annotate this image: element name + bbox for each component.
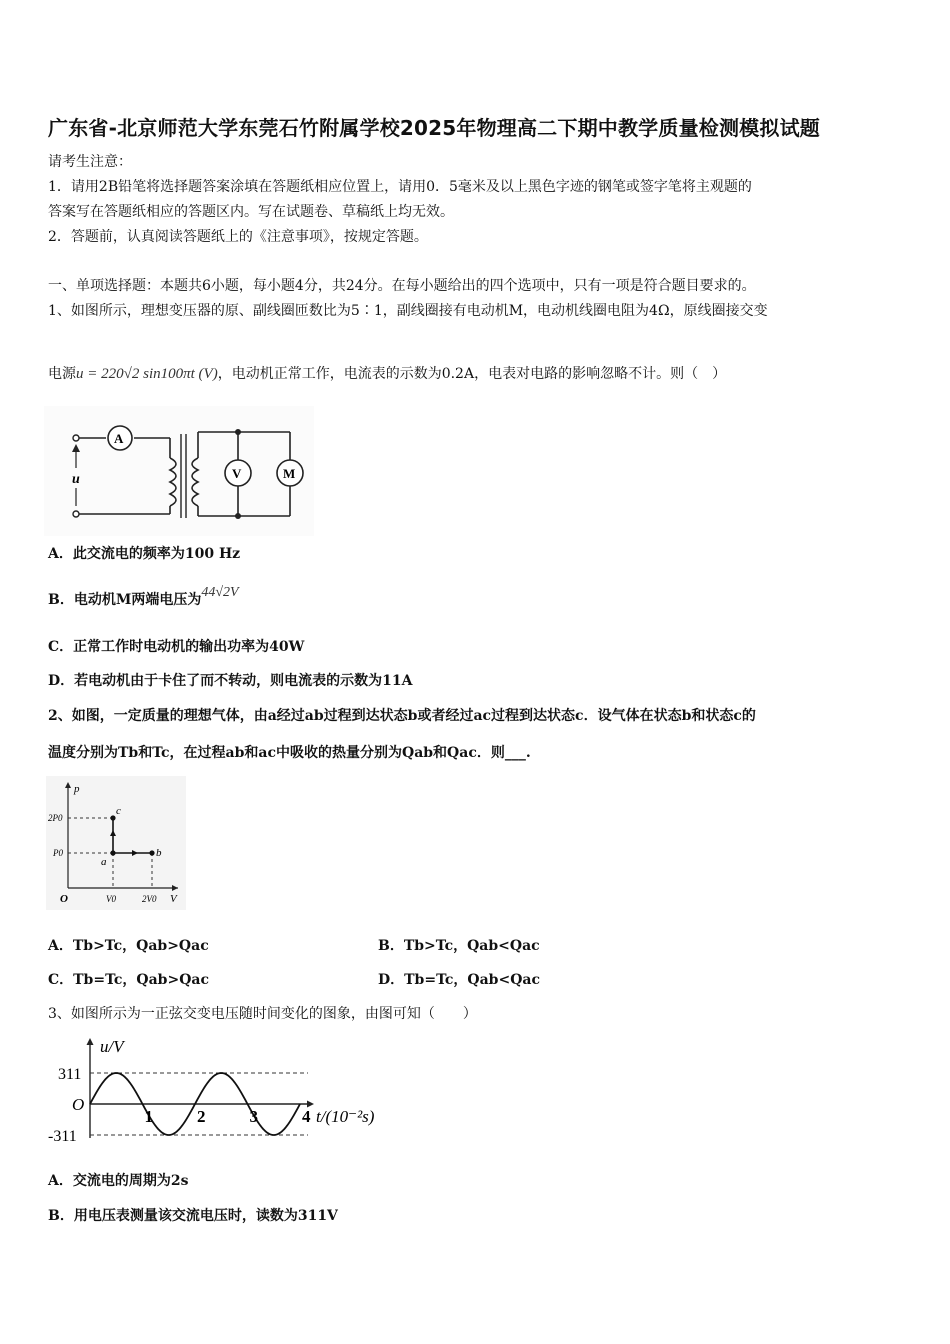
- q1-option-b-formula: 44√2V: [201, 585, 239, 600]
- q1-transformer-circuit: [44, 406, 314, 536]
- q1-line-1: 1、如图所示，理想变压器的原、副线圈匝数比为5∶1，副线圈接有电动机M，电动机线圈电阻为4Ω，原线圈接交变: [48, 303, 768, 319]
- q2-option-d: D．Tb=Tc，Qab<Qac: [378, 972, 540, 988]
- chart-x-axis-label: t/(10⁻²s): [316, 1107, 375, 1126]
- graph-label-c: c: [116, 805, 121, 817]
- ammeter-label: A: [114, 431, 124, 446]
- source-label: u: [72, 472, 80, 487]
- section-heading: 一、单项选择题：本题共6小题，每小题4分，共24分。在每小题给出的四个选项中，只有一项是符合题目要求的。: [48, 278, 756, 294]
- q1-voltage-formula: u = 220√2 sin100πt (V): [76, 366, 218, 382]
- q2-option-a: A．Tb>Tc，Qab>Qac: [48, 938, 209, 954]
- q2-pv-graph: [46, 776, 186, 910]
- chart-x-tick-label: 4: [302, 1107, 311, 1126]
- notice-item-1-line-2: 答案写在答题纸相应的答题区内。写在试题卷、草稿纸上均无效。: [48, 204, 454, 220]
- q1-option-a: A．此交流电的频率为100 Hz: [48, 546, 241, 562]
- graph-point-c: [110, 815, 115, 820]
- notice-heading: 请考生注意：: [48, 154, 132, 170]
- graph-x-tick-2v0: 2V0: [142, 894, 157, 904]
- q3-line-1: 3、如图所示为一正弦交变电压随时间变化的图象，由图可知（ ）: [48, 1006, 477, 1022]
- chart-x-tick-label: 2: [197, 1107, 206, 1126]
- graph-label-a: a: [101, 856, 107, 868]
- terminal-bottom: [73, 511, 79, 517]
- chart-x-tick-label: 3: [249, 1107, 258, 1126]
- graph-x-axis-label: V: [170, 893, 177, 905]
- q2-line-1: 2、如图，一定质量的理想气体，由a经过ab过程到达状态b或者经过ac过程到达状态c．设气体在状态b和状态c的: [48, 708, 756, 724]
- q2-option-b: B．Tb>Tc，Qab<Qac: [378, 938, 540, 954]
- motor-label: M: [283, 466, 296, 481]
- graph-y-tick-2p0: 2P0: [48, 813, 63, 823]
- chart-x-tick-label: 1: [144, 1107, 153, 1126]
- q3-option-a: A．交流电的周期为2s: [48, 1173, 189, 1189]
- chart-origin-label: O: [72, 1095, 85, 1114]
- chart-y-tick-label: 311: [58, 1066, 82, 1083]
- q1-option-b-text: B．电动机M两端电压为: [48, 592, 202, 608]
- q1-line-2-prefix: 电源: [48, 366, 76, 382]
- graph-point-b: [149, 850, 154, 855]
- q3-option-b: B．用电压表测量该交流电压时，读数为311V: [48, 1208, 338, 1224]
- voltmeter-label: V: [232, 466, 242, 481]
- graph-y-axis-label: p: [74, 783, 80, 795]
- page-title: 广东省-北京师范大学东莞石竹附属学校2025年物理高二下期中教学质量检测模拟试题: [48, 116, 820, 140]
- q1-line-2-suffix: ，电动机正常工作，电流表的示数为0.2A，电表对电路的影响忽略不计。则（ ）: [217, 366, 727, 382]
- graph-x-tick-v0: V0: [106, 894, 116, 904]
- terminal-top: [73, 435, 79, 441]
- q2-line-2: 温度分别为Tb和Tc，在过程ab和ac中吸收的热量分别为Qab和Qac．则___.: [48, 745, 531, 761]
- notice-item-2: 2．答题前，认真阅读答题纸上的《注意事项》，按规定答题。: [48, 229, 428, 245]
- graph-label-b: b: [156, 847, 162, 859]
- chart-y-axis-label: u/V: [100, 1037, 124, 1056]
- q2-option-c: C．Tb=Tc，Qab>Qac: [48, 972, 209, 988]
- q1-option-b: [48, 585, 239, 611]
- q1-option-d: D．若电动机由于卡住了而不转动，则电流表的示数为11A: [48, 673, 413, 689]
- q3-sine-chart: [44, 1034, 404, 1146]
- graph-y-tick-p0: P0: [53, 848, 63, 858]
- graph-point-a: [110, 850, 115, 855]
- q1-option-c: C．正常工作时电动机的输出功率为40W: [48, 639, 305, 655]
- chart-y-tick-label: -311: [48, 1128, 77, 1145]
- graph-origin-label: O: [60, 893, 68, 905]
- q1-line-2: [48, 364, 726, 384]
- notice-item-1-line-1: 1．请用2B铅笔将选择题答案涂填在答题纸相应位置上，请用0．5毫米及以上黑色字迹的钢笔或签字笔将主观题的: [48, 179, 752, 195]
